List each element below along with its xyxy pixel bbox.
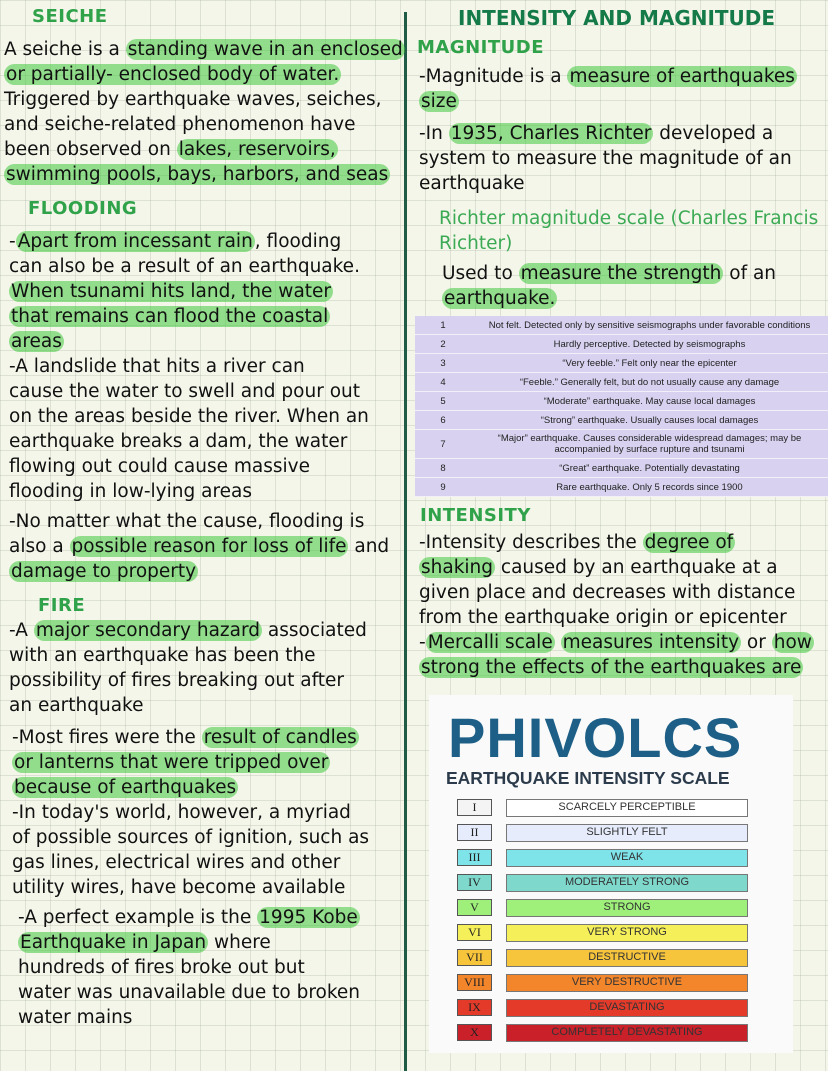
richter-row bbox=[415, 459, 828, 478]
text-segment: and bbox=[354, 536, 390, 557]
richter-scale-table bbox=[415, 316, 828, 497]
richter-magnitude: 8 bbox=[415, 459, 471, 478]
text-segment: Used to bbox=[442, 263, 519, 284]
intensity-level-name: SCARCELY PERCEPTIBLE bbox=[506, 799, 748, 817]
text-segment: -A bbox=[9, 620, 34, 641]
richter-magnitude: 2 bbox=[415, 335, 471, 354]
highlighted-text: Mercalli scale bbox=[427, 632, 553, 653]
richter-used-text bbox=[442, 261, 776, 311]
richter-row bbox=[415, 430, 828, 459]
flooding-heading: FLOODING bbox=[28, 198, 138, 219]
highlighted-text: 1935, Charles Richter bbox=[450, 123, 652, 144]
intensity-level-number: II bbox=[457, 824, 492, 841]
highlighted-text: areas bbox=[11, 331, 62, 352]
main-heading: INTENSITY AND MAGNITUDE bbox=[458, 6, 776, 30]
highlighted-text: earthquake. bbox=[444, 288, 556, 309]
intensity-level-name: WEAK bbox=[506, 849, 748, 867]
highlighted-text: or lanterns that were tripped over bbox=[14, 752, 329, 773]
highlighted-text: swimming pools, bays, harbors, and seas bbox=[6, 164, 389, 185]
richter-magnitude: 5 bbox=[415, 392, 471, 411]
highlighted-text: that remains can flood the coastal bbox=[11, 306, 329, 327]
highlighted-text: lakes, reservoirs, bbox=[178, 139, 336, 160]
magnitude-text-1 bbox=[419, 64, 797, 114]
highlighted-text: When tsunami hits land, the water bbox=[11, 281, 332, 302]
text-segment: - bbox=[9, 231, 16, 252]
intensity-level-name: STRONG bbox=[506, 899, 748, 917]
text-segment: -A landslide that hits a river can cause the water to swell and pour out on the areas beside the river. When an earthquake breaks a dam, the water flowing out could cause massive flooding in low-lying areas bbox=[9, 356, 369, 502]
richter-description: Rare earthquake. Only 5 records since 1900 bbox=[471, 478, 828, 497]
highlighted-text: result of candles bbox=[203, 727, 357, 748]
text-segment: Triggered by earthquake waves, seiches, and seiche-related phenomenon have been observed on bbox=[4, 89, 382, 160]
highlighted-text: because of earthquakes bbox=[14, 777, 237, 798]
flooding-text-1 bbox=[9, 229, 369, 504]
highlighted-text: or partially- enclosed body of water. bbox=[6, 64, 340, 85]
text-segment: or bbox=[741, 632, 772, 653]
text-segment: -A perfect example is the bbox=[18, 907, 258, 928]
intensity-heading: INTENSITY bbox=[420, 505, 531, 526]
highlighted-text: major secondary hazard bbox=[35, 620, 260, 641]
richter-magnitude: 4 bbox=[415, 373, 471, 392]
richter-magnitude: 3 bbox=[415, 354, 471, 373]
richter-row bbox=[415, 478, 828, 497]
intensity-level-name: DEVASTATING bbox=[506, 999, 748, 1017]
text-segment: -In today's world, however, a myriad of possible sources of ignition, such as gas lines, electrical wires and other utility wires, have become available bbox=[12, 802, 370, 898]
richter-title: Richter magnitude scale (Charles Francis Richter) bbox=[439, 208, 819, 254]
intensity-level-number: IX bbox=[457, 999, 492, 1016]
magnitude-text-2 bbox=[419, 121, 792, 196]
fire-text-2 bbox=[12, 725, 369, 900]
seiche-text bbox=[4, 37, 405, 187]
fire-heading: FIRE bbox=[38, 595, 86, 616]
intensity-level-name: DESTRUCTIVE bbox=[506, 949, 748, 967]
richter-description: “Strong” earthquake. Usually causes local damages bbox=[471, 411, 828, 430]
highlighted-text: how bbox=[773, 632, 812, 653]
text-segment: -In bbox=[419, 123, 449, 144]
intensity-level-name: COMPLETELY DEVASTATING bbox=[506, 1024, 748, 1042]
intensity-level-number: VII bbox=[457, 949, 492, 966]
text-segment: -Intensity describes the bbox=[419, 532, 643, 553]
text-segment: -Magnitude is a bbox=[419, 66, 568, 87]
highlighted-text: damage to property bbox=[11, 561, 197, 582]
intensity-level-number: V bbox=[457, 899, 492, 916]
highlighted-text: degree of bbox=[644, 532, 734, 553]
richter-magnitude: 6 bbox=[415, 411, 471, 430]
richter-magnitude: 1 bbox=[415, 316, 471, 335]
intensity-level-name: SLIGHTLY FELT bbox=[506, 824, 748, 842]
intensity-level-number: VI bbox=[457, 924, 492, 941]
fire-text-1 bbox=[9, 618, 367, 718]
highlighted-text: measure of earthquakes bbox=[569, 66, 795, 87]
richter-description: Hardly perceptive. Detected by seismographs bbox=[471, 335, 828, 354]
text-segment: developed a system to measure the magnitude of an earthquake bbox=[419, 123, 792, 194]
text-segment: A seiche is a bbox=[4, 39, 126, 60]
highlighted-text: measure the strength bbox=[520, 263, 722, 284]
highlighted-text: standing wave in an enclosed bbox=[127, 39, 403, 60]
richter-row bbox=[415, 373, 828, 392]
intensity-level-number: I bbox=[457, 799, 492, 816]
richter-description: “Great” earthquake. Potentially devastating bbox=[471, 459, 828, 478]
richter-magnitude: 7 bbox=[415, 430, 471, 459]
text-segment: of an bbox=[729, 263, 777, 284]
intensity-level-name: MODERATELY STRONG bbox=[506, 874, 748, 892]
magnitude-heading: MAGNITUDE bbox=[417, 37, 545, 58]
intensity-level-number: X bbox=[457, 1024, 492, 1041]
highlighted-text: Earthquake in Japan bbox=[20, 932, 207, 953]
text-segment: where hundreds of fires broke out but water was unavailable due to broken water mains bbox=[18, 932, 361, 1028]
text-segment: , flooding can also be a result of an earthquake. bbox=[9, 231, 360, 277]
richter-row bbox=[415, 354, 828, 373]
richter-description: “Major” earthquake. Causes considerable widespread damages; may be accompanied by surface rupture and tsunami bbox=[471, 430, 828, 459]
highlighted-text: shaking bbox=[421, 557, 494, 578]
intensity-level-name: VERY DESTRUCTIVE bbox=[506, 974, 748, 992]
intensity-level-number: VIII bbox=[457, 974, 492, 991]
text-segment: -No matter what the cause, flooding is also a bbox=[9, 511, 365, 557]
text-segment: -Most fires were the bbox=[12, 727, 202, 748]
richter-row bbox=[415, 316, 828, 335]
highlighted-text: 1995 Kobe bbox=[259, 907, 358, 928]
highlighted-text: strong the effects of the earthquakes are bbox=[421, 657, 802, 678]
richter-description: “Feeble.” Generally felt, but do not usually cause any damage bbox=[471, 373, 828, 392]
phivolcs-subtitle: EARTHQUAKE INTENSITY SCALE bbox=[446, 768, 730, 788]
highlighted-text: measures intensity bbox=[562, 632, 740, 653]
richter-magnitude: 9 bbox=[415, 478, 471, 497]
richter-row bbox=[415, 411, 828, 430]
highlighted-text: size bbox=[421, 91, 457, 112]
text-segment bbox=[555, 632, 561, 653]
intensity-text bbox=[419, 530, 814, 680]
richter-description: “Moderate” earthquake. May cause local damages bbox=[471, 392, 828, 411]
richter-row bbox=[415, 335, 828, 354]
highlighted-text: possible reason for loss of life bbox=[71, 536, 347, 557]
fire-text-3 bbox=[18, 905, 360, 1030]
highlighted-text: Apart from incessant rain bbox=[17, 231, 253, 252]
richter-description: Not felt. Detected only by sensitive seismographs under favorable conditions bbox=[471, 316, 828, 335]
intensity-level-number: III bbox=[457, 849, 492, 866]
intensity-level-number: IV bbox=[457, 874, 492, 891]
intensity-level-name: VERY STRONG bbox=[506, 924, 748, 942]
text-segment: associated with an earthquake has been the possibility of fires breaking out after an earthquake bbox=[9, 620, 367, 716]
seiche-heading: SEICHE bbox=[32, 6, 108, 27]
phivolcs-title: PHIVOLCS bbox=[448, 706, 743, 769]
text-segment: caused by an earthquake at a given place and decreases with distance from the earthquake origin or epicenter - bbox=[419, 557, 796, 653]
richter-description: “Very feeble.” Felt only near the epicenter bbox=[471, 354, 828, 373]
flooding-text-2 bbox=[9, 509, 389, 584]
richter-row bbox=[415, 392, 828, 411]
